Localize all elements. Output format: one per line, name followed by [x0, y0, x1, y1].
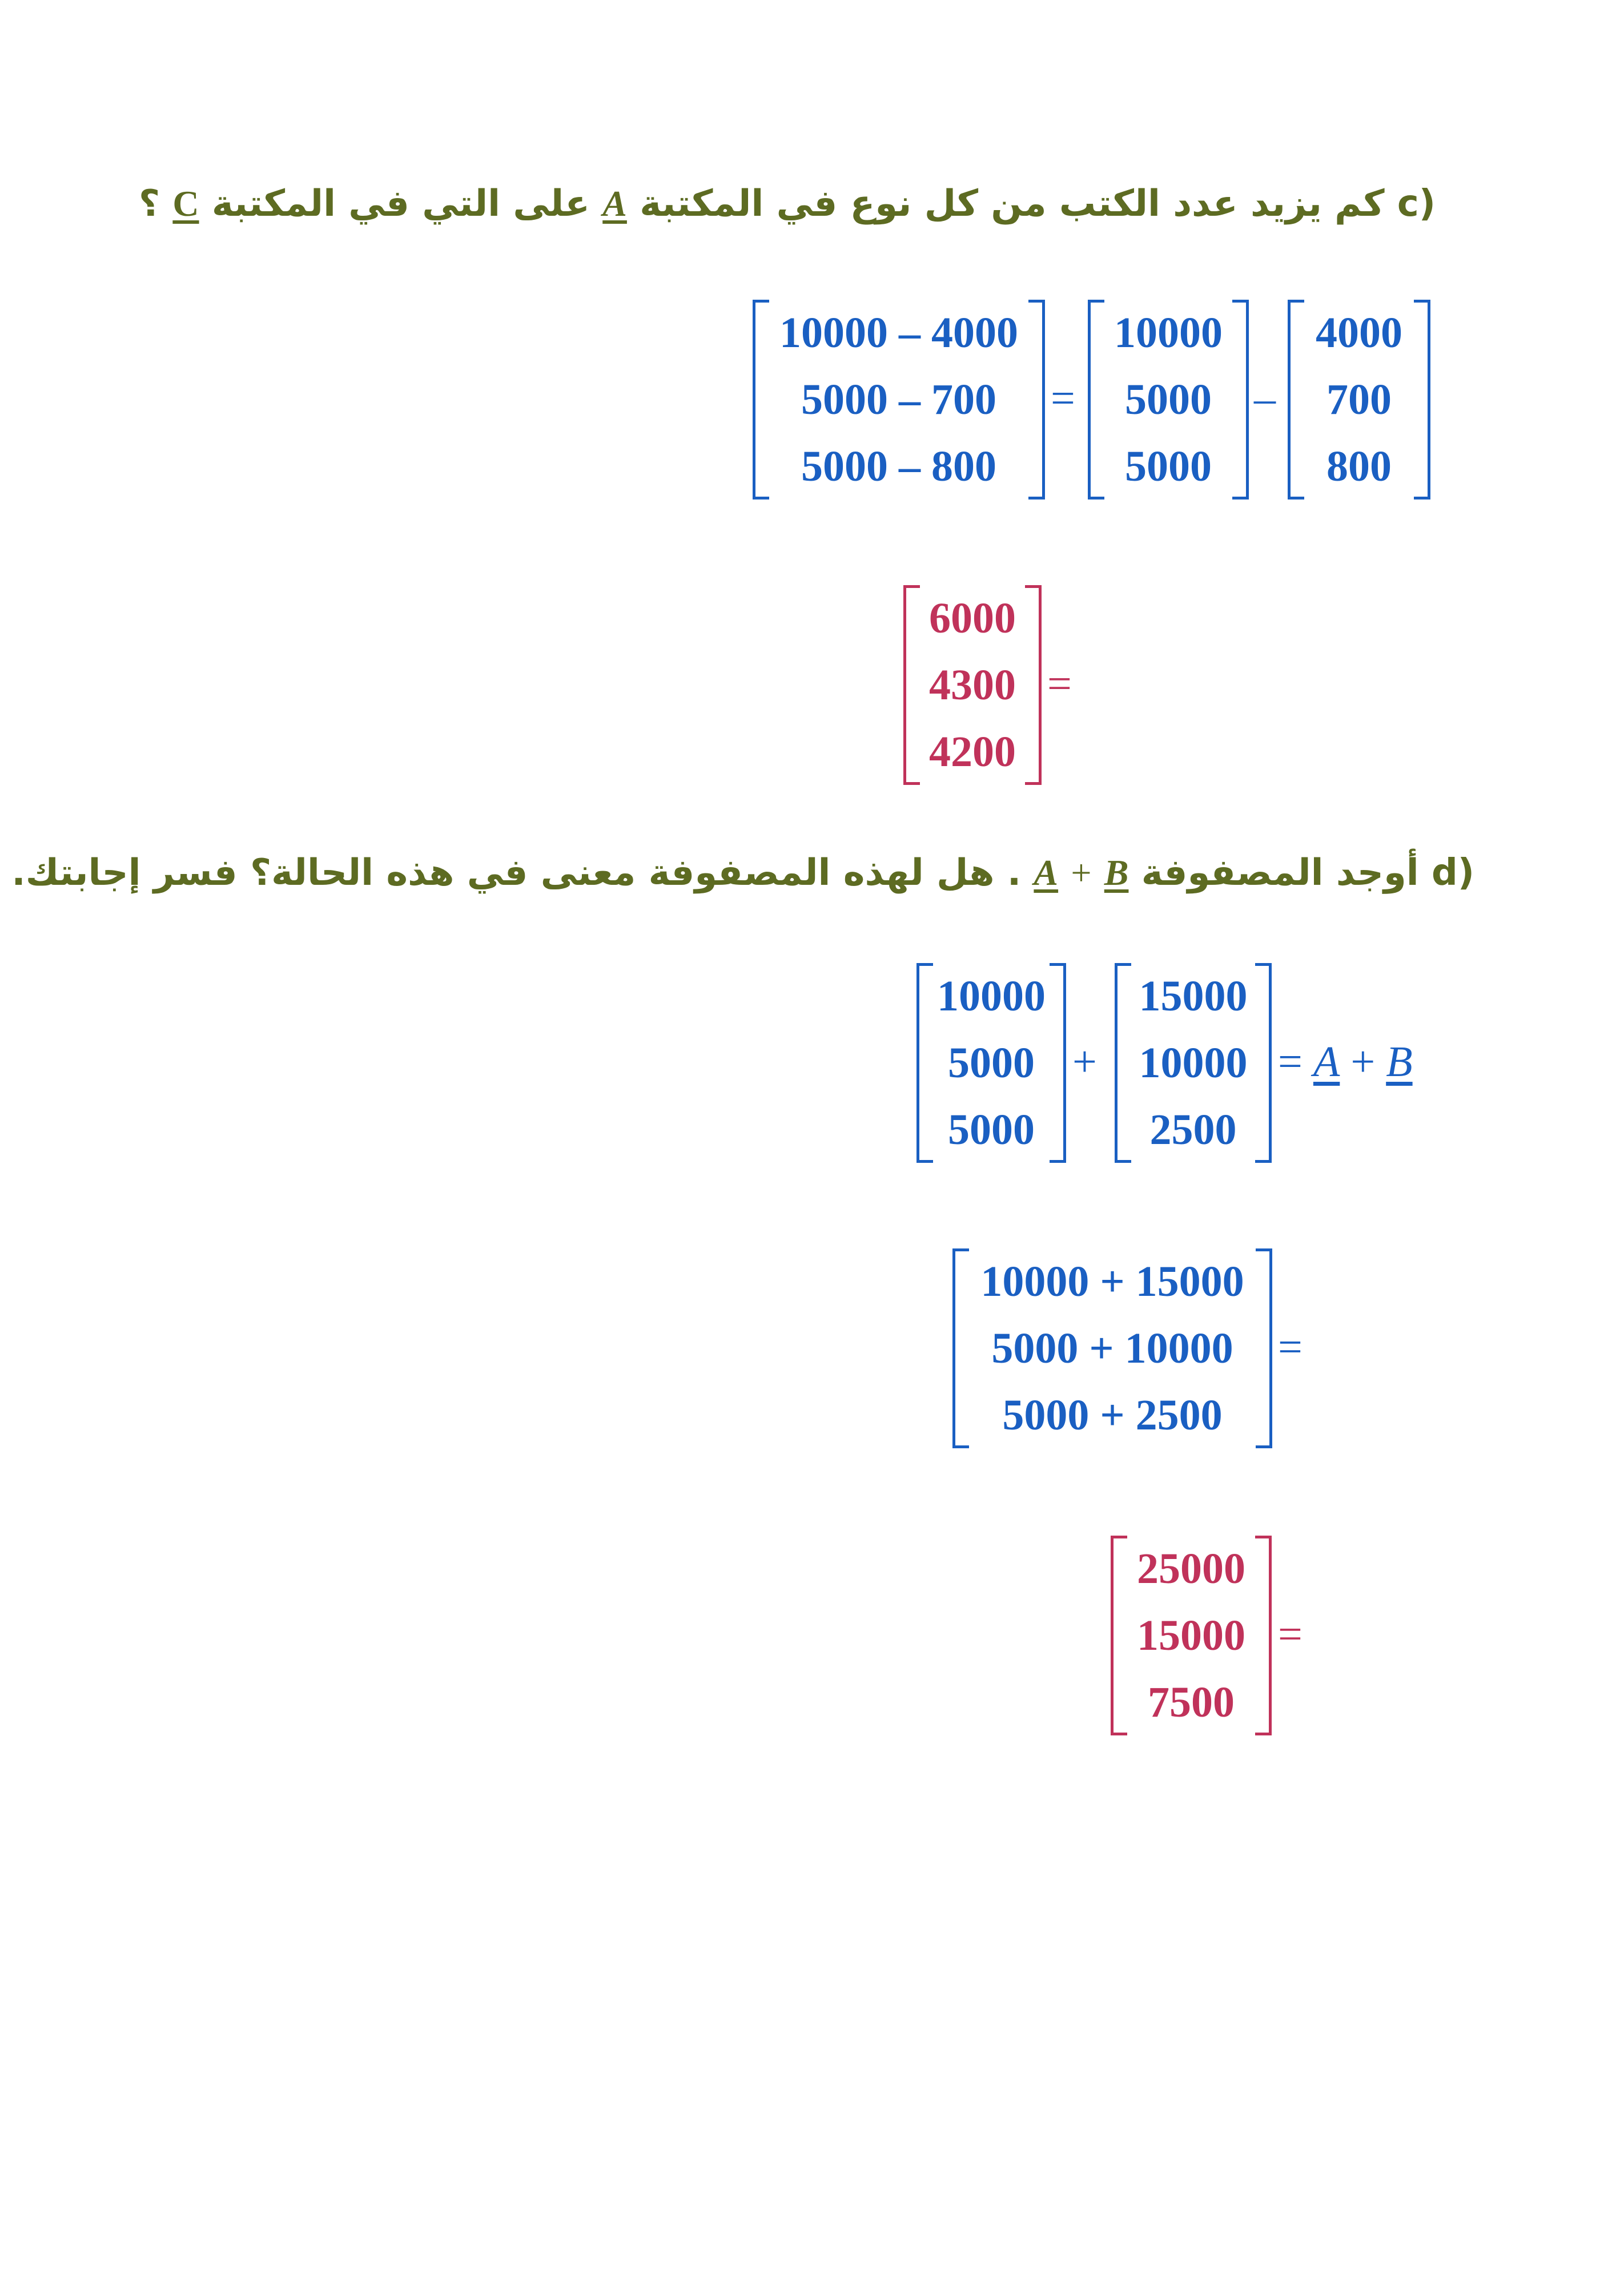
matrix-entry: 15000 [1139, 972, 1248, 1021]
matrix-entry: 5000 + 2500 [1002, 1391, 1223, 1439]
question-d-text-1: أوجد المصفوفة [1141, 852, 1419, 894]
matrix-entry: 4300 [929, 660, 1016, 709]
var-c: C [172, 183, 199, 224]
plus-sign: + [1071, 852, 1092, 893]
equals-sign: = [1051, 374, 1075, 422]
question-d-label: d) [1431, 852, 1474, 894]
matrix-entry: 4200 [929, 727, 1016, 776]
question-d [11, 852, 1474, 894]
matrix-entry: 7500 [1148, 1678, 1235, 1726]
matrix-entry: 5000 – 700 [801, 375, 996, 424]
matrix-entry: 4000 [1316, 309, 1402, 357]
matrix-entry: 5000 [948, 1105, 1035, 1154]
equals-sign: = [1278, 1610, 1303, 1658]
var-a: A [1313, 1038, 1340, 1086]
minus-sign: – [1254, 374, 1276, 422]
matrix-entry: 15000 [1137, 1611, 1245, 1659]
matrix-entry: 10000 [1114, 309, 1223, 357]
matrix-d-b [1115, 963, 1272, 1163]
matrix-entry: 2500 [1149, 1105, 1237, 1154]
matrix-entry: 5000 – 800 [801, 442, 996, 490]
expression-a-plus-b [1278, 1038, 1413, 1086]
matrix-entry: 10000 [937, 972, 1046, 1021]
question-c [139, 183, 1436, 225]
matrix-entry: 10000 + 15000 [980, 1258, 1244, 1306]
question-c-end: ؟ [138, 183, 160, 225]
matrix-entry: 800 [1326, 442, 1392, 490]
matrix-entry: 10000 – 4000 [779, 309, 1018, 357]
equals-sign: = [1278, 1323, 1303, 1371]
var-b: B [1386, 1038, 1413, 1086]
matrix-c-right [1288, 300, 1430, 500]
matrix-c-result [903, 585, 1042, 785]
question-d-text-2: . هل لهذه المصفوفة معنى في هذه الحالة؟ فسر إجابتك. [11, 852, 1022, 894]
matrix-c-left [1088, 300, 1249, 500]
matrix-entry: 5000 [1125, 375, 1212, 424]
matrix-entry: 5000 [948, 1038, 1035, 1087]
matrix-entry: 5000 + 10000 [991, 1324, 1233, 1372]
equals-sign: = [1047, 660, 1072, 708]
var-a: A [1034, 852, 1059, 893]
equals-sign: = [1278, 1038, 1303, 1086]
matrix-d-result [1111, 1536, 1272, 1735]
matrix-entry: 700 [1326, 375, 1392, 424]
matrix-d-sum-expr [952, 1248, 1272, 1448]
matrix-entry: 25000 [1137, 1545, 1245, 1593]
matrix-entry: 10000 [1139, 1038, 1248, 1087]
question-c-text-1: كم يزيد عدد الكتب من كل نوع في المكتبة [640, 183, 1385, 225]
matrix-entry: 5000 [1125, 442, 1212, 490]
var-a: A [602, 183, 627, 224]
plus-sign: + [1072, 1038, 1097, 1086]
matrix-c-difference [753, 300, 1045, 500]
matrix-entry: 6000 [929, 594, 1016, 643]
matrix-d-a [916, 963, 1066, 1163]
var-b: B [1104, 852, 1129, 893]
question-c-label: c) [1397, 183, 1436, 225]
question-c-text-2: على التي في المكتبة [211, 183, 590, 225]
plus-sign: + [1350, 1038, 1376, 1086]
